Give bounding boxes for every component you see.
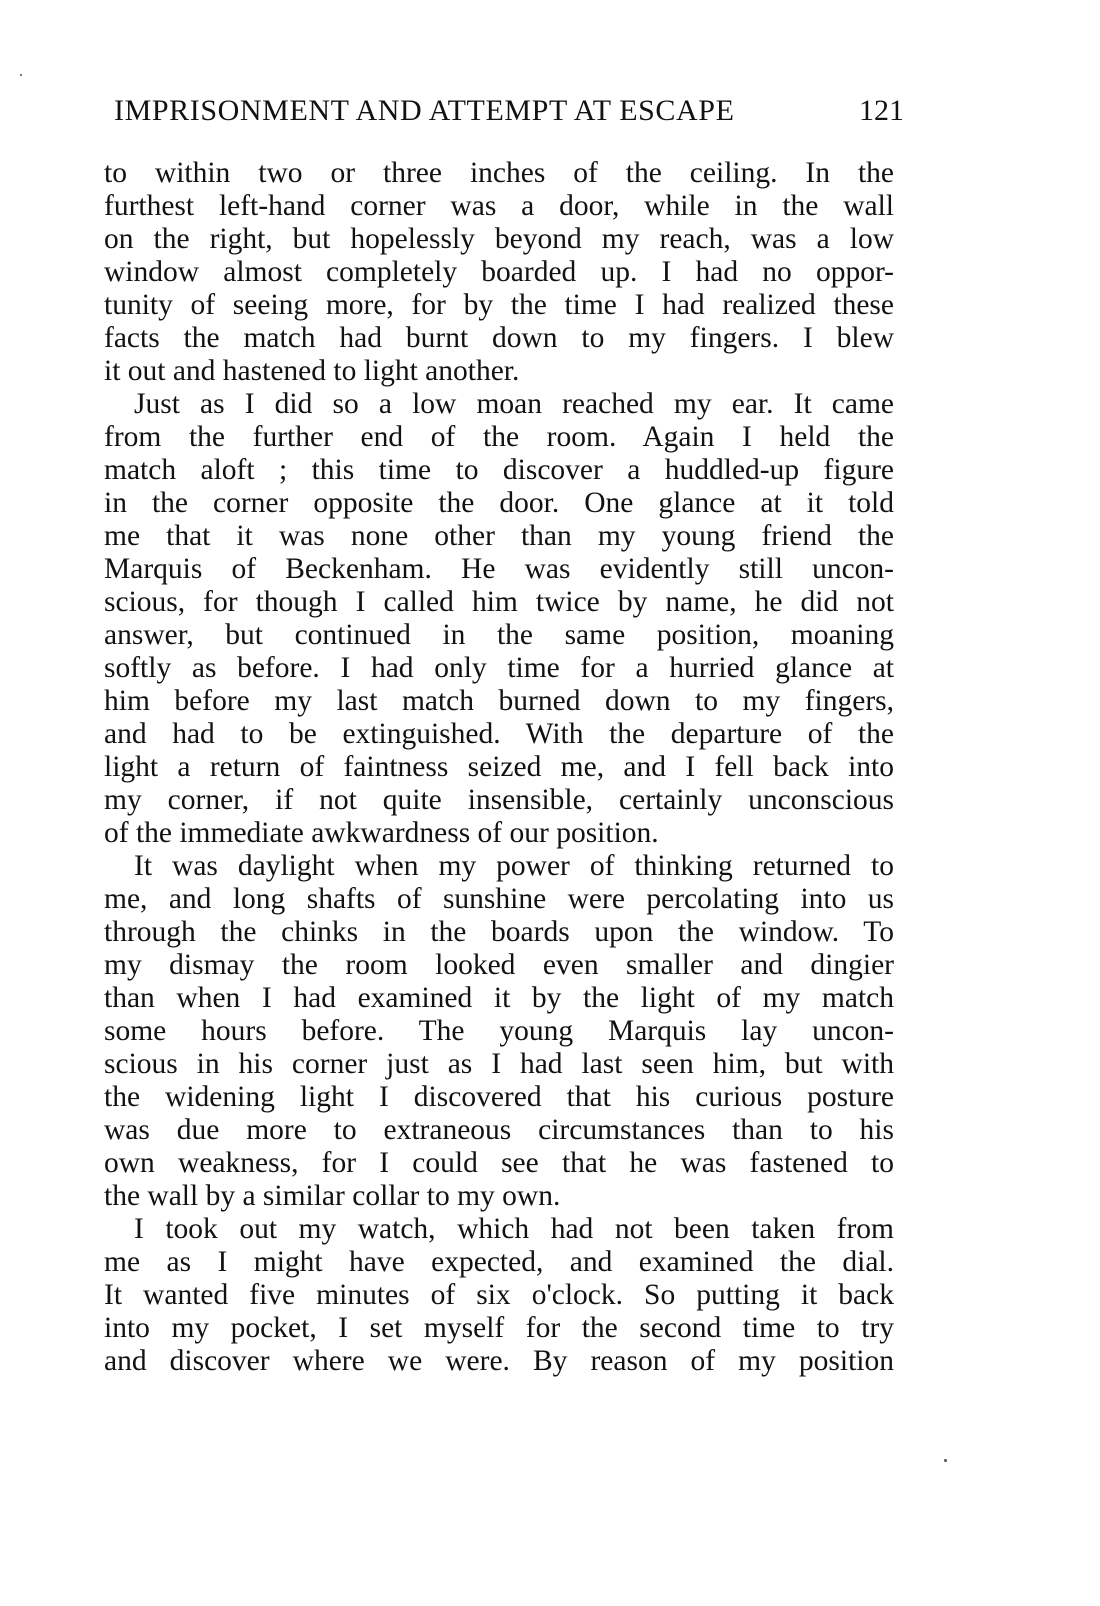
paragraph	[104, 850, 894, 1213]
text-line: the wall by a similar collar to my own.	[104, 1180, 561, 1212]
text-line: Just as I did so a low moan reached my ear. It came	[134, 388, 894, 420]
chapter-title: IMPRISONMENT AND ATTEMPT AT ESCAPE	[114, 94, 735, 127]
text-line: from the further end of the room. Again I held the	[104, 421, 894, 453]
text-line: I took out my watch, which had not been taken from	[134, 1213, 894, 1245]
text-line: to within two or three inches of the ceiling. In the	[104, 157, 894, 189]
text-line: on the right, but hopelessly beyond my reach, was a low	[104, 223, 894, 255]
text-line: and had to be extinguished. With the departure of the	[104, 718, 894, 750]
text-line: me, and long shafts of sunshine were percolating into us	[104, 883, 894, 915]
text-line: It was daylight when my power of thinking returned to	[134, 850, 894, 882]
body-text	[104, 157, 894, 1378]
text-line: my corner, if not quite insensible, certainly unconscious	[104, 784, 894, 816]
text-line: through the chinks in the boards upon the window. To	[104, 916, 894, 948]
text-line: and discover where we were. By reason of my position	[104, 1345, 894, 1377]
text-line: Marquis of Beckenham. He was evidently still uncon-	[104, 553, 894, 585]
text-line: It wanted five minutes of six o'clock. So putting it back	[104, 1279, 894, 1311]
text-line: scious in his corner just as I had last seen him, but with	[104, 1048, 894, 1080]
print-speck	[944, 1459, 947, 1462]
running-head	[114, 91, 904, 131]
text-line: answer, but continued in the same position, moaning	[104, 619, 894, 651]
text-line: than when I had examined it by the light of my match	[104, 982, 894, 1014]
text-line: some hours before. The young Marquis lay uncon-	[104, 1015, 894, 1047]
text-line: softly as before. I had only time for a hurried glance at	[104, 652, 894, 684]
text-line: facts the match had burnt down to my fingers. I blew	[104, 322, 894, 354]
text-line: light a return of faintness seized me, and I fell back into	[104, 751, 894, 783]
print-speck	[20, 74, 22, 76]
text-line: own weakness, for I could see that he was fastened to	[104, 1147, 894, 1179]
text-line: me that it was none other than my young friend the	[104, 520, 894, 552]
text-line: furthest left-hand corner was a door, while in the wall	[104, 190, 894, 222]
text-line: it out and hastened to light another.	[104, 355, 520, 387]
text-line: of the immediate awkwardness of our position.	[104, 817, 659, 849]
paragraph	[104, 157, 894, 388]
text-line: window almost completely boarded up. I had no oppor-	[104, 256, 894, 288]
text-line: in the corner opposite the door. One glance at it told	[104, 487, 894, 519]
paragraph	[104, 388, 894, 850]
text-line: tunity of seeing more, for by the time I had realized these	[104, 289, 894, 321]
text-line: scious, for though I called him twice by name, he did not	[104, 586, 894, 618]
page-number: 121	[859, 94, 904, 127]
text-line: match aloft ; this time to discover a huddled-up figure	[104, 454, 894, 486]
text-line: the widening light I discovered that his curious posture	[104, 1081, 894, 1113]
text-line: into my pocket, I set myself for the second time to try	[104, 1312, 894, 1344]
text-line: my dismay the room looked even smaller and dingier	[104, 949, 894, 981]
text-line: was due more to extraneous circumstances than to his	[104, 1114, 894, 1146]
text-line: me as I might have expected, and examined the dial.	[104, 1246, 894, 1278]
text-line: him before my last match burned down to my fingers,	[104, 685, 894, 717]
paragraph	[104, 1213, 894, 1378]
